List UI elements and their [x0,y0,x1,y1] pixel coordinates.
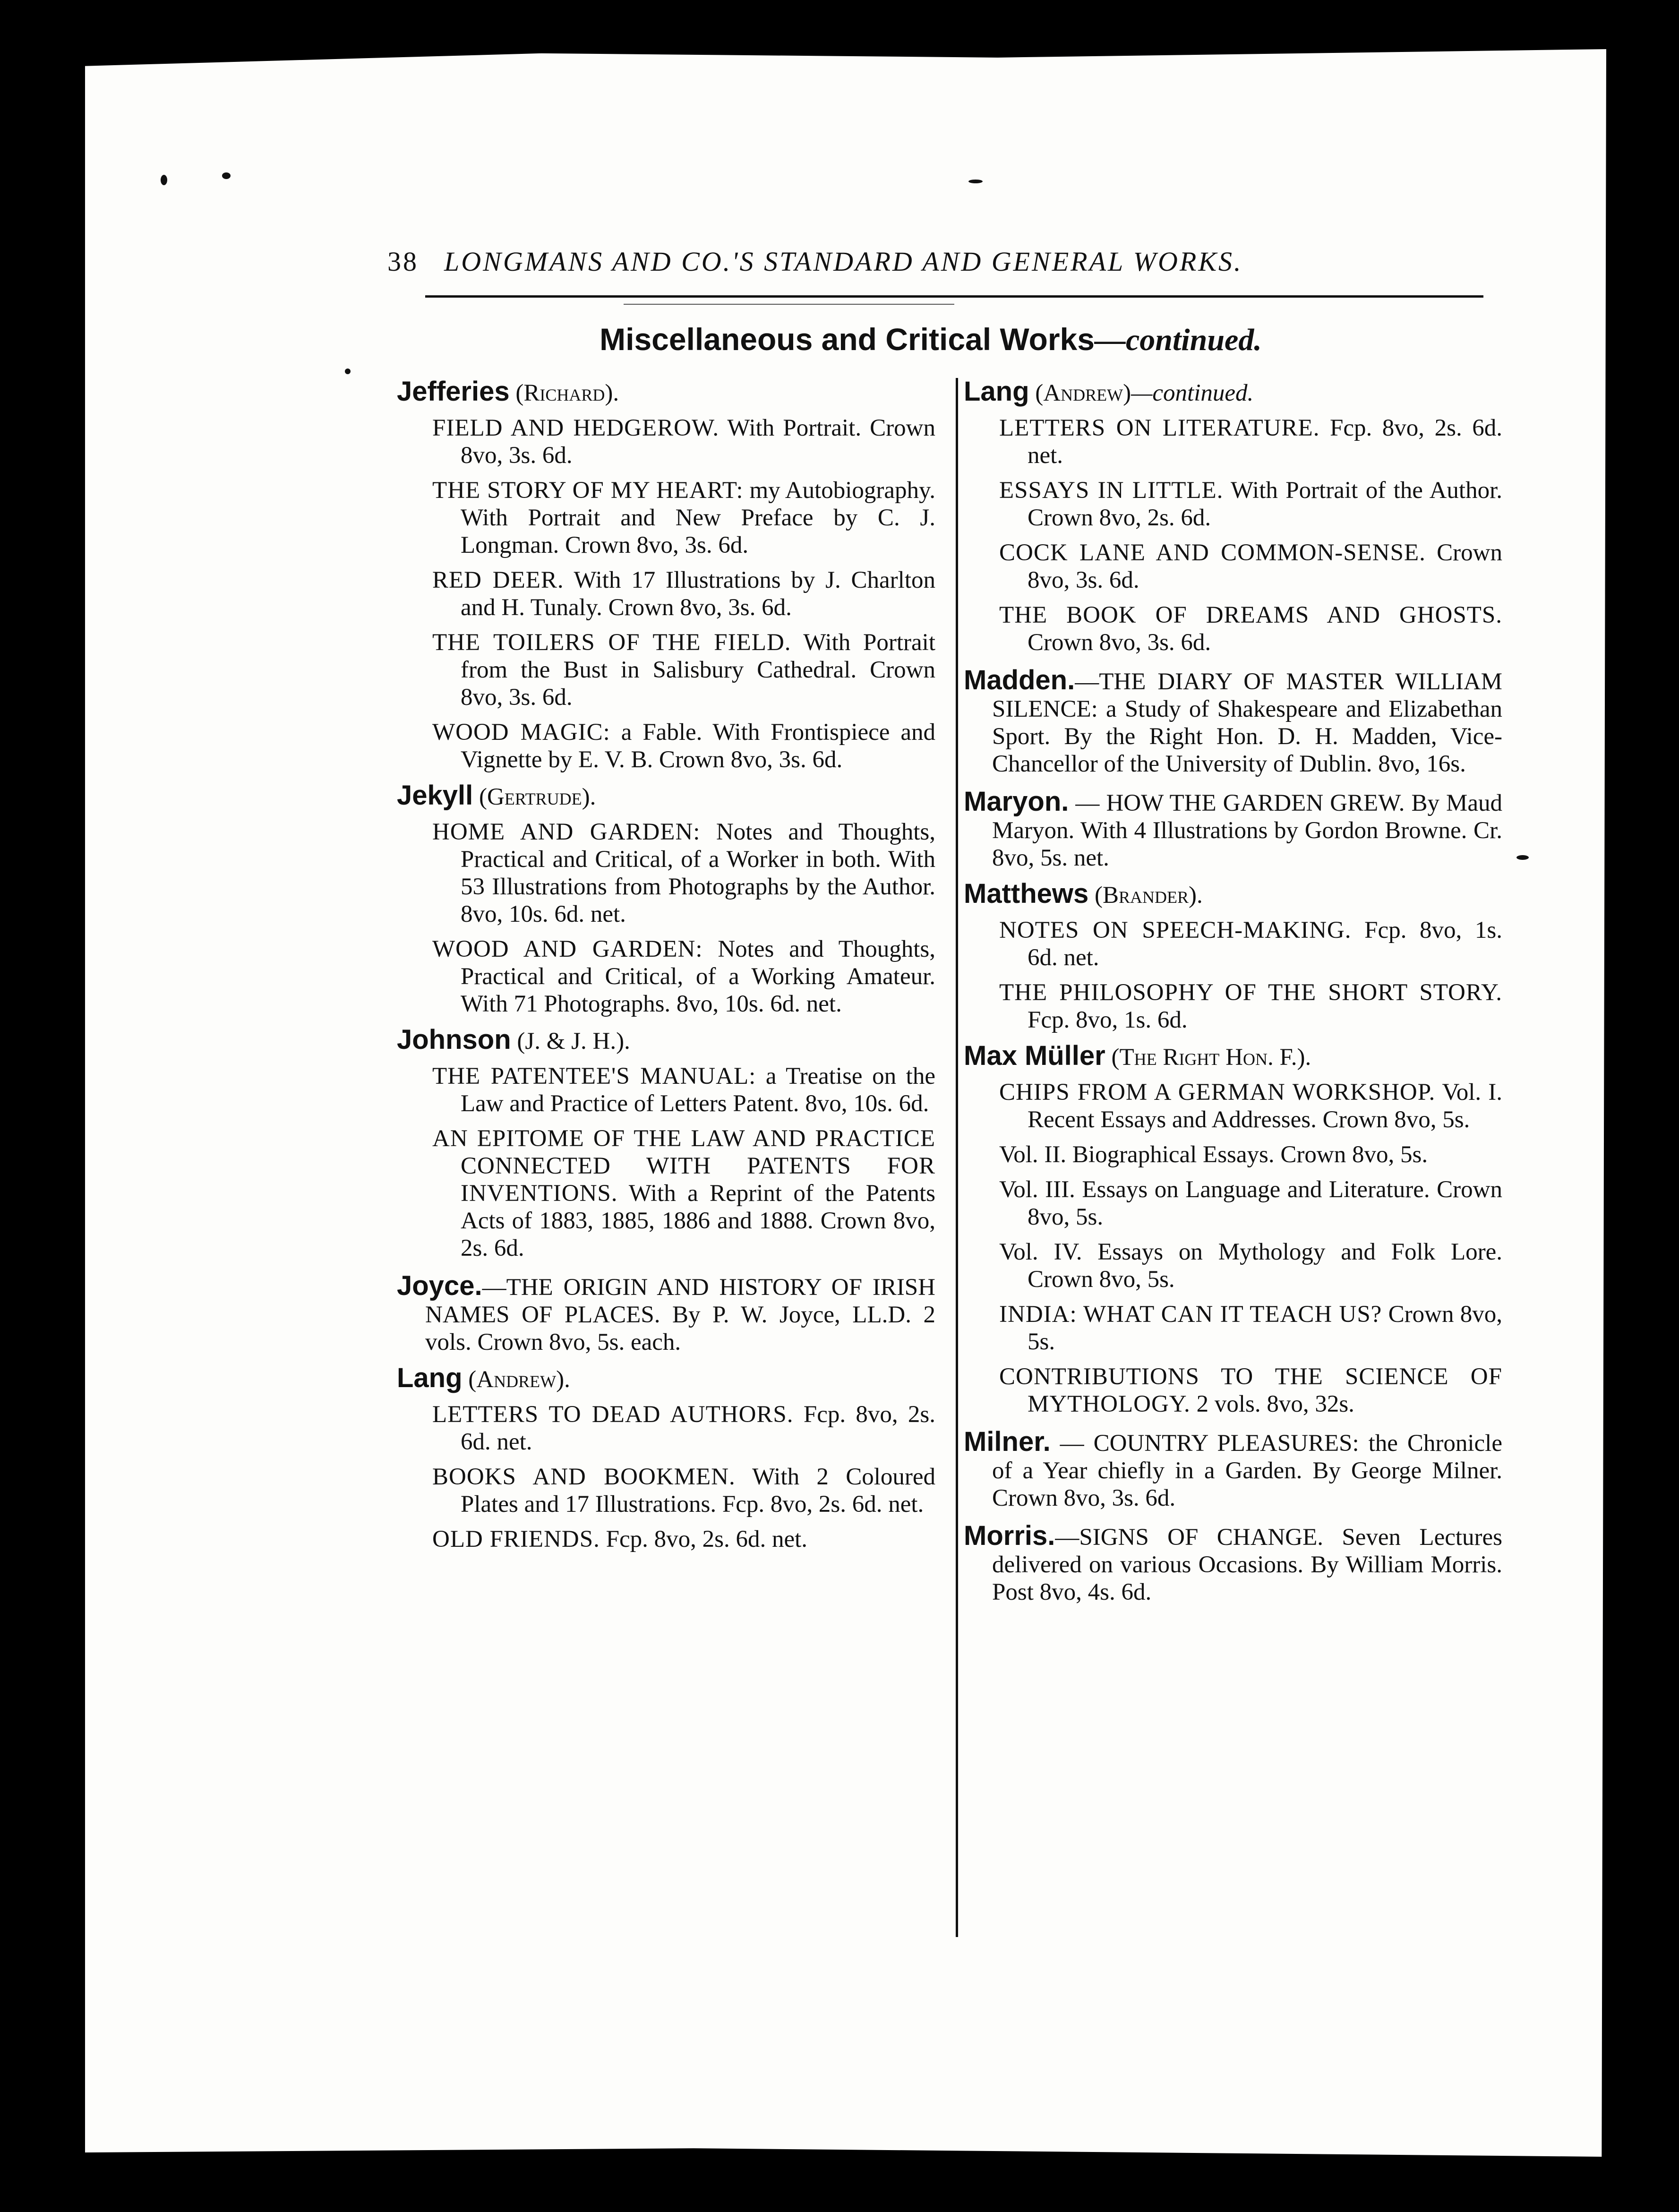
author-note: (Andrew) [1035,380,1131,406]
work-description: Fcp. 8vo, 2s. 6d. net. [461,1401,935,1455]
author-heading [964,880,1502,909]
work-entry [999,979,1502,1034]
author-heading [397,378,935,407]
author-heading [964,1042,1502,1071]
author-heading [397,782,935,811]
author-entry [397,1364,935,1553]
work-description: a Treatise on the Law and Practice of Letters Patent. 8vo, 10s. 6d. [461,1063,935,1117]
scan-speck [222,172,231,179]
work-entry [999,1238,1502,1293]
work-title: THE BOOK OF DREAMS AND GHOSTS. [999,602,1502,628]
right-column [959,378,1502,1606]
page-number: 38 [387,246,419,277]
column-divider [956,378,958,1937]
section-title-text: Miscellaneous and Critical Works [600,322,1095,357]
work-description: Crown 8vo, 5s. [1028,1301,1502,1355]
work-title: INDIA: WHAT CAN IT TEACH US? [999,1301,1382,1328]
work-title: OLD FRIENDS. [432,1526,600,1552]
work-description: Fcp. 8vo, 1s. 6d. [1028,1007,1188,1033]
work-description: Vol. II. Biographical Essays. Crown 8vo, 5s. [999,1141,1428,1168]
catalogue-entry [964,1428,1502,1512]
header-rule [425,295,1483,298]
work-description: a Fable. With Frontispiece and Vignette by E. V. B. Crown 8vo, 3s. 6d. [461,719,935,773]
work-title: LETTERS TO DEAD AUTHORS. [432,1401,794,1428]
author-name: Milner. [964,1426,1051,1457]
work-description: With 17 Illustrations by J. Charlton and H. Tunaly. Crown 8vo, 3s. 6d. [461,567,935,621]
work-title: THE PHILOSOPHY OF THE SHORT STORY. [999,979,1502,1006]
author-name: Morris. [964,1520,1055,1551]
author-name: Maryon. [964,786,1069,817]
work-entry [999,1141,1502,1168]
work-description: With Portrait. Crown 8vo, 3s. 6d. [461,415,935,469]
work-title: RED DEER. [432,567,564,593]
entry-text: — COUNTRY PLEASURES: the Chronicle of a Year chiefly in a Garden. By George Milner. Crown 8vo, 3s. 6d. [992,1430,1502,1511]
scan-speck [345,369,351,374]
author-entry [964,880,1502,1034]
author-name: Matthews [964,878,1089,909]
author-name: Max Müller [964,1040,1105,1071]
work-title: THE STORY OF MY HEART: [432,477,744,504]
work-title: ESSAYS IN LITTLE. [999,477,1224,504]
author-heading [397,1026,935,1055]
work-title: LETTERS ON LITERATURE. [999,415,1320,441]
work-description: Crown 8vo, 3s. 6d. [1028,540,1502,593]
work-description: Crown 8vo, 3s. 6d. [1028,629,1211,656]
work-entry [432,629,935,711]
work-entry [999,539,1502,594]
work-entry [432,414,935,469]
work-description: my Autobiography. With Portrait and New Preface by C. J. Longman. Crown 8vo, 3s. 6d. [461,477,935,558]
entry-text: — HOW THE GARDEN GREW. By Maud Maryon. With 4 Illustrations by Gordon Browne. Cr. 8vo, 5s. net. [992,790,1502,871]
running-title: LONGMANS AND CO.'S STANDARD AND GENERAL WORKS. [444,246,1243,277]
work-entry [432,1401,935,1456]
work-title: CHIPS FROM A GERMAN WORKSHOP. [999,1079,1436,1106]
work-entry [999,1301,1502,1355]
work-entry [432,818,935,928]
author-name: Madden. [964,665,1075,695]
work-title: THE TOILERS OF THE FIELD. [432,629,791,656]
author-name: Joyce. [397,1270,482,1301]
work-entry [432,1463,935,1518]
author-note: (J. & J. H.). [517,1028,630,1055]
author-note: (Richard). [515,380,619,406]
catalogue-entry [964,788,1502,872]
left-column [392,378,935,1553]
catalogue-entry [964,1522,1502,1606]
work-title: NOTES ON SPEECH-MAKING. [999,917,1352,943]
work-title: AN EPITOME OF THE LAW AND PRACTICE CONNECTED WITH PATENTS FOR INVENTIONS. [432,1125,935,1207]
author-entry [397,378,935,773]
author-name: Jekyll [397,780,473,811]
author-entry [964,1042,1502,1418]
work-title: BOOKS AND BOOKMEN. [432,1464,736,1490]
catalogue-entry [964,667,1502,778]
author-entry [397,782,935,1018]
scan-speck [161,175,167,185]
author-name: Johnson [397,1024,511,1055]
work-title: FIELD AND HEDGEROW. [432,415,720,441]
section-title [387,321,1474,358]
work-description: Fcp. 8vo, 2s. 6d. net. [1028,415,1502,469]
author-continued: —continued. [1131,380,1254,406]
author-name: Lang [397,1363,463,1393]
author-name: Jefferies [397,376,510,407]
scan-speck [968,180,983,183]
author-note: (Brander). [1095,882,1203,909]
author-entry [964,378,1502,656]
work-entry [432,566,935,621]
entry-text: —THE ORIGIN AND HISTORY OF IRISH NAMES OF PLACES. By P. W. Joyce, LL.D. 2 vols. Crown 8vo, 5s. each. [425,1274,935,1355]
author-entry [397,1026,935,1262]
work-entry [432,1526,935,1553]
work-description: With Portrait from the Bust in Salisbury Cathedral. Crown 8vo, 3s. 6d. [461,629,935,711]
work-title: WOOD AND GARDEN: [432,936,703,962]
work-entry [999,601,1502,656]
work-entry [999,917,1502,971]
work-entry [432,935,935,1018]
work-entry [999,477,1502,532]
work-description: Vol. IV. Essays on Mythology and Folk Lore. Crown 8vo, 5s. [999,1239,1502,1293]
work-description: Fcp. 8vo, 1s. 6d. net. [1028,917,1502,971]
work-entry [999,414,1502,469]
work-description: Notes and Thoughts, Practical and Critical, of a Working Amateur. With 71 Photographs. 8vo, 10s. 6d. net. [461,936,935,1017]
author-name: Lang [964,376,1029,407]
work-entry [432,719,935,773]
work-entry [432,1063,935,1117]
work-title: HOME AND GARDEN: [432,819,701,845]
work-title: THE PATENTEE'S MANUAL: [432,1063,756,1089]
work-title: CONTRIBUTIONS TO THE SCIENCE OF MYTHOLOGY. [999,1363,1502,1417]
work-description: Fcp. 8vo, 2s. 6d. net. [600,1526,808,1552]
scan-speck [1516,855,1529,860]
work-description: With a Reprint of the Patents Acts of 1883, 1885, 1886 and 1888. Crown 8vo, 2s. 6d. [461,1180,935,1261]
author-note: (Andrew). [468,1366,570,1393]
work-description: Vol. III. Essays on Language and Literature. Crown 8vo, 5s. [999,1176,1502,1230]
header-rule-thin [624,304,954,305]
work-description: Notes and Thoughts, Practical and Critical, of a Worker in both. With 53 Illustrations from Photographs by the Author. 8vo, 10s. 6d. net. [461,819,935,927]
work-entry [999,1363,1502,1418]
work-entry [432,1125,935,1262]
work-description: Vol. I. Recent Essays and Addresses. Crown 8vo, 5s. [1028,1079,1502,1133]
work-entry [999,1079,1502,1133]
work-title: WOOD MAGIC: [432,719,610,746]
work-description: With 2 Coloured Plates and 17 Illustrations. Fcp. 8vo, 2s. 6d. net. [461,1464,936,1518]
entry-text: —THE DIARY OF MASTER WILLIAM SILENCE: a Study of Shakespeare and Elizabethan Sport. By the Right Hon. D. H. Madden, Vice-Chancellor of the University of Dublin. 8vo, 16s. [992,669,1502,777]
work-title: COCK LANE AND COMMON-SENSE. [999,540,1426,566]
author-heading [397,1364,935,1393]
author-note: (The Right Hon. F.). [1111,1044,1311,1071]
entry-text: —SIGNS OF CHANGE. Seven Lectures delivered on various Occasions. By William Morris. Post 8vo, 4s. 6d. [992,1524,1502,1605]
author-note: (Gertrude). [479,784,596,810]
work-description: With Portrait of the Author. Crown 8vo, 2s. 6d. [1028,477,1502,531]
work-entry [432,477,935,559]
author-heading [964,378,1502,407]
catalogue-entry [397,1272,935,1356]
section-continued: —continued. [1094,323,1262,357]
work-description: 2 vols. 8vo, 32s. [1190,1391,1354,1417]
work-entry [999,1176,1502,1231]
